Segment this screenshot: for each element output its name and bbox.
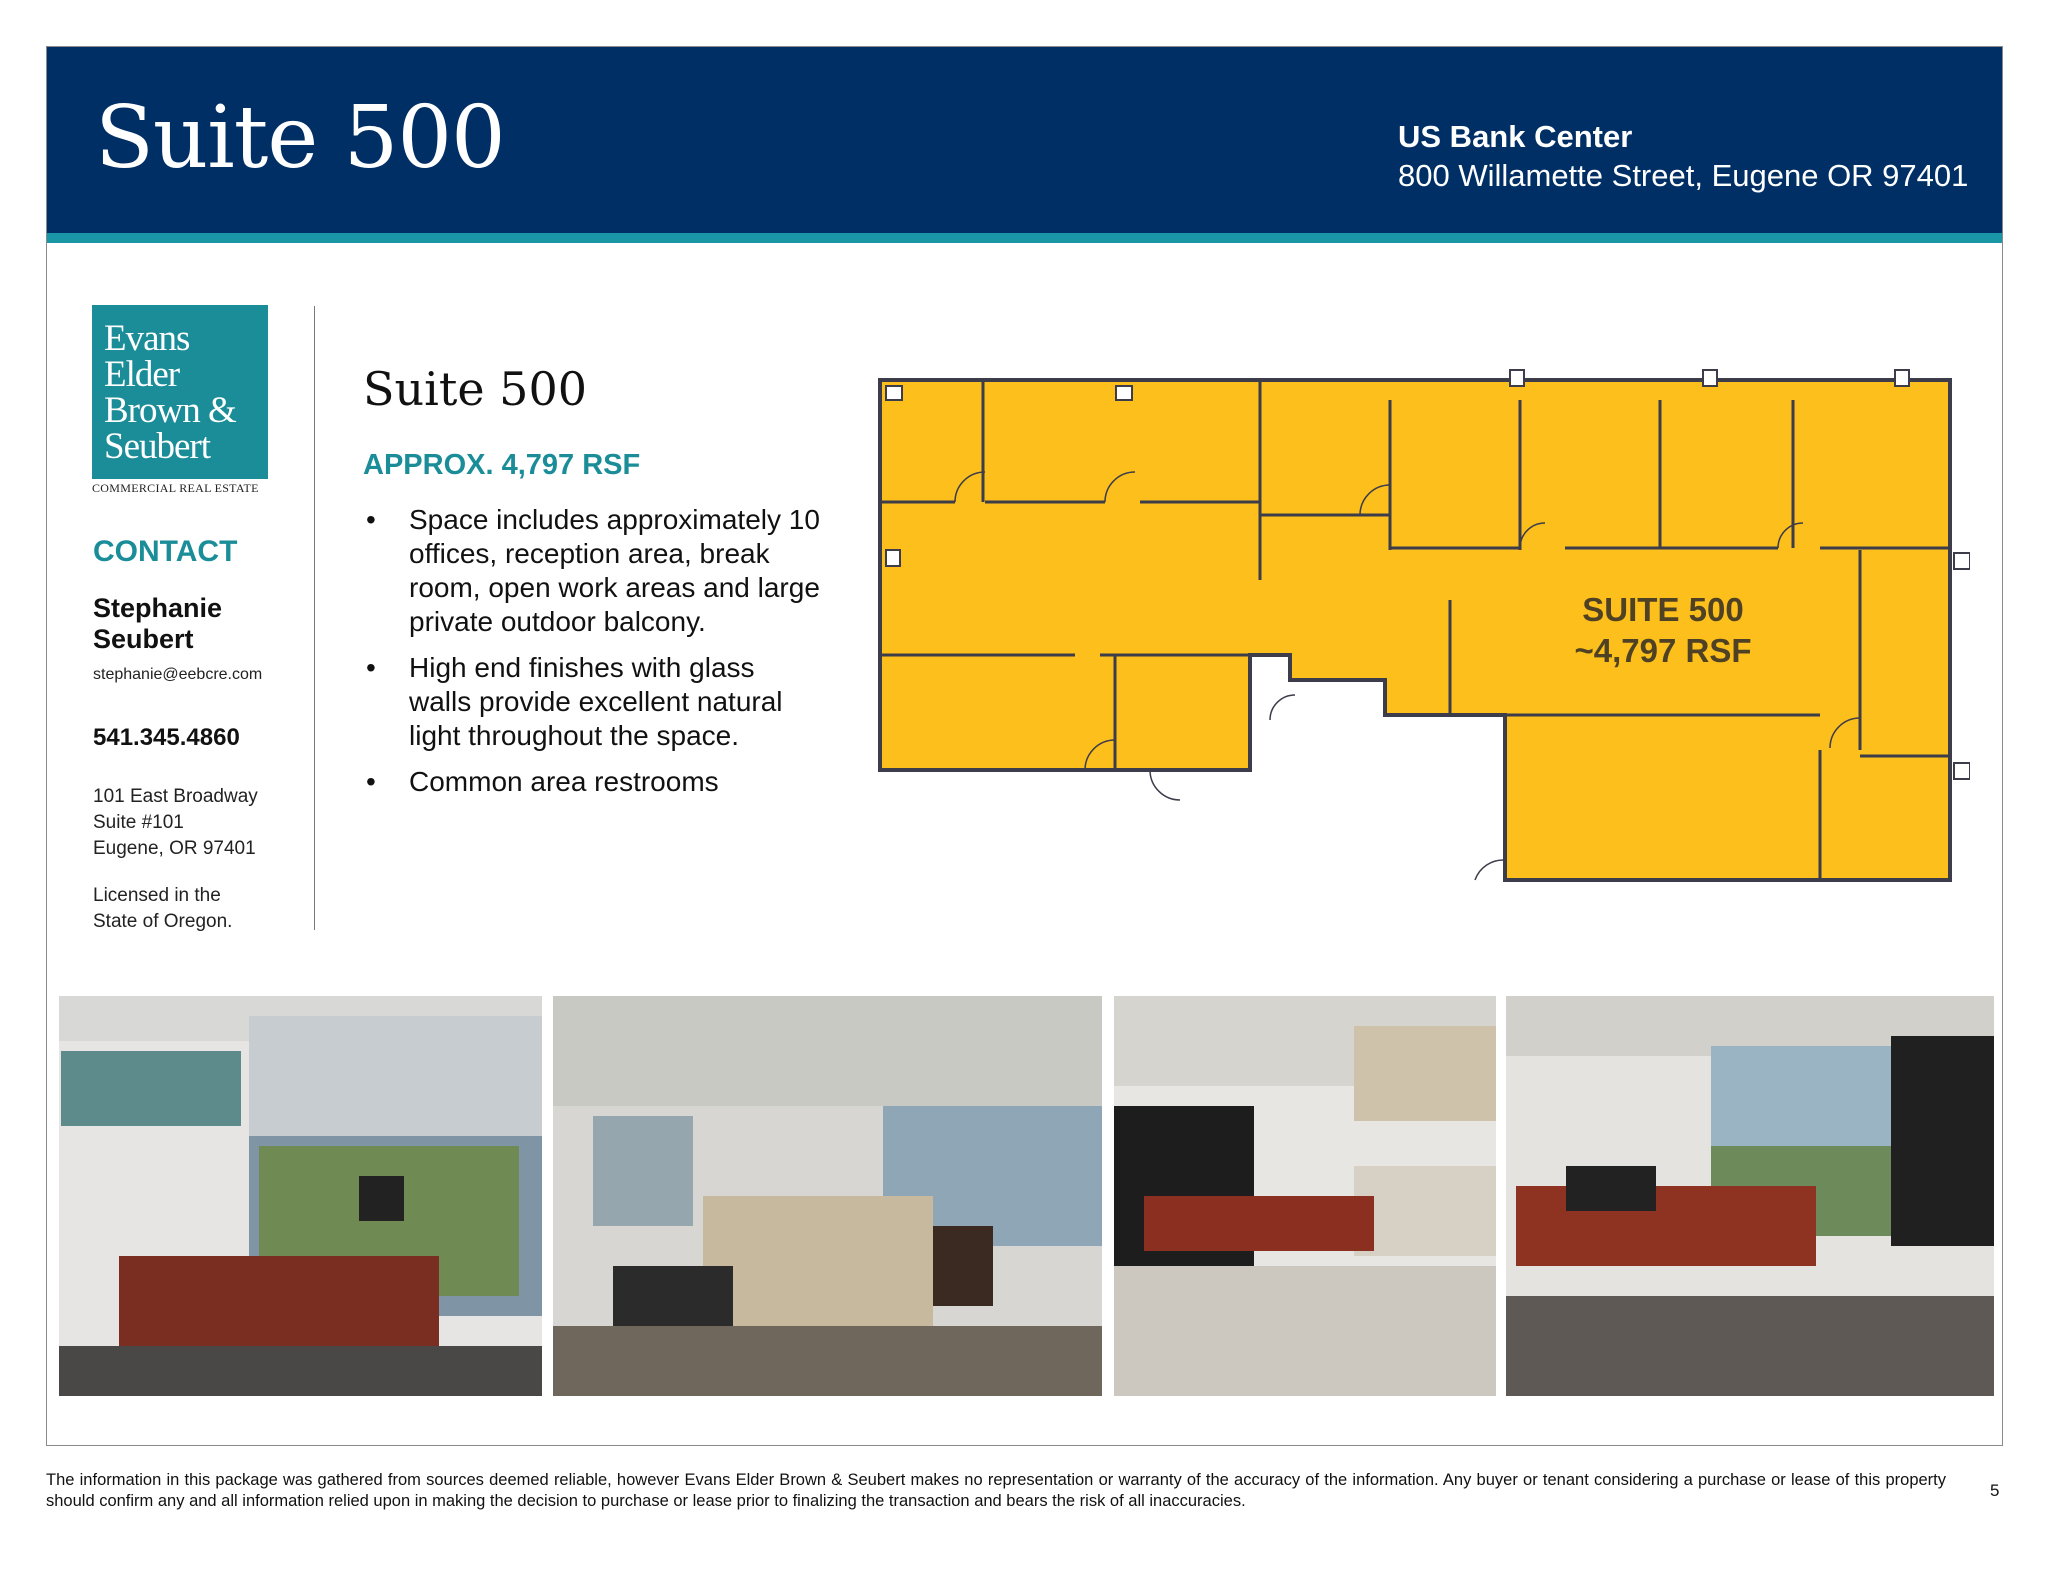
floor-plan	[860, 350, 1970, 900]
feature-item	[363, 651, 823, 753]
feature-text: Space includes approximately 10 offices, reception area, break room, open work areas and large private outdoor balcony.	[409, 504, 820, 637]
logo-subtitle: COMMERCIAL REAL ESTATE	[92, 481, 259, 495]
agent-name: Stephanie Seubert	[93, 593, 223, 654]
contact-heading: CONTACT	[93, 535, 238, 568]
agent-phone[interactable]: 541.345.4860	[93, 724, 240, 751]
feature-item	[363, 503, 823, 639]
office-address-line: 101 East Broadway	[93, 786, 258, 807]
agent-email[interactable]: stephanie@eebcre.com	[93, 666, 263, 683]
license-line: State of Oregon.	[93, 911, 233, 932]
header-accent-bar	[47, 233, 2002, 243]
break-room-photo	[1114, 996, 1496, 1396]
floor-area	[880, 380, 1950, 880]
listing-title: Suite 500	[363, 362, 587, 416]
logo-line: Brown &	[104, 390, 236, 431]
feature-text: Common area restrooms	[409, 766, 719, 797]
feature-item	[363, 765, 823, 799]
private-office-photo	[59, 996, 542, 1396]
license-line: Licensed in the	[93, 885, 221, 906]
bullet-icon: •	[366, 504, 376, 535]
page-title: Suite 500	[95, 88, 505, 188]
logo-line: Elder	[104, 354, 180, 395]
office-address	[93, 784, 258, 862]
plan-suite-label: SUITE 500	[1582, 591, 1744, 628]
building-address: 800 Willamette Street, Eugene OR 97401	[1398, 158, 1969, 193]
sidebar-divider	[314, 306, 315, 930]
disclaimer: The information in this package was gathered from sources deemed reliable, however Evans Elder Brown & Seubert makes no representation or warranty of the accuracy of the information. Any buyer or tenant considering a purchase or lease of this property should confirm any and all information relied upon in making the decision to purchase or lease prior to finalizing the transaction and bears the risk of all inaccuracies.	[46, 1471, 1946, 1510]
executive-office-photo	[1506, 996, 1994, 1396]
feature-text: High end finishes with glass walls provide excellent natural light throughout the space.	[409, 652, 783, 751]
plan-size-label: ~4,797 RSF	[1574, 632, 1752, 669]
bullet-icon: •	[366, 652, 376, 683]
office-address-line: Suite #101	[93, 812, 184, 833]
feature-list	[363, 503, 823, 811]
page-number: 5	[1990, 1481, 2000, 1500]
logo-line: Seubert	[104, 426, 211, 467]
license-note	[93, 883, 232, 935]
listing-size: APPROX. 4,797 RSF	[363, 449, 641, 481]
logo-line: Evans	[104, 318, 190, 359]
company-logo	[92, 305, 268, 479]
open-workspace-photo	[553, 996, 1102, 1396]
office-address-line: Eugene, OR 97401	[93, 838, 256, 859]
building-name: US Bank Center	[1398, 119, 1633, 154]
bullet-icon: •	[366, 766, 376, 797]
